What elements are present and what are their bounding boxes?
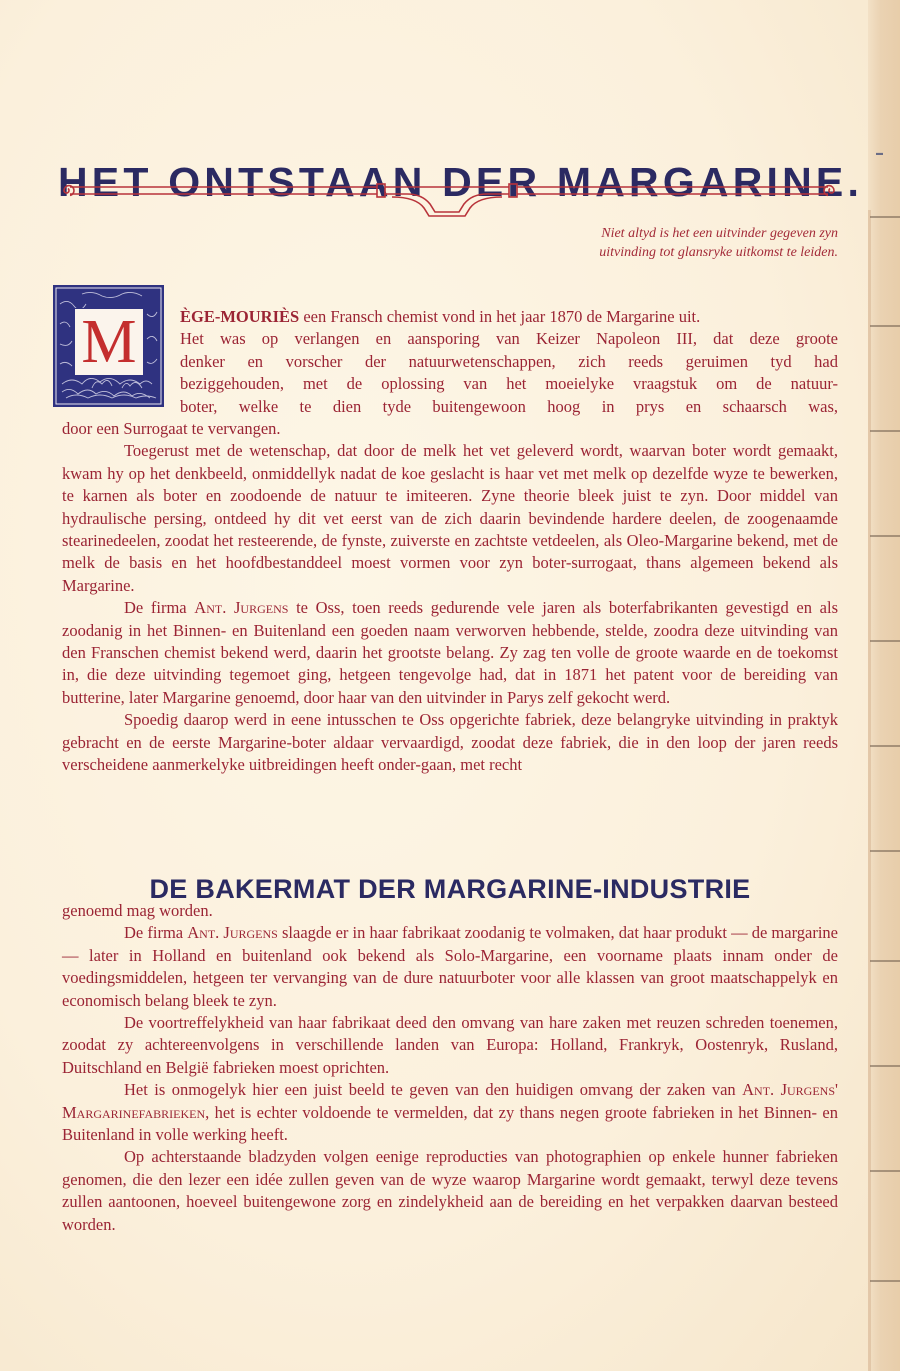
paragraph-text: te Oss, toen reeds gedurende vele jaren als boterfabrikanten gevestigd en als zoodanig in het Binnen- en Buitenland een goeden naam verworven hebbende, stelde, zoodra deze uitvinding van den Franschen chemist bekend werd, daarin het grootste belang. Zy zag ten volle de groote waarde en de toekomst in, die deze uitvinding tegemoet ging, hetgeen tengevolge had, dat in 1871 het patent voor de bereiding van butterine, later Margarine genoemd, door haar van den uitvinder in Parys zelf gekocht werd. xyxy=(62,598,838,707)
drop-cap-letter: M xyxy=(74,308,144,376)
drop-cap-initial xyxy=(52,284,165,408)
intro-paragraph xyxy=(180,306,838,418)
paragraph xyxy=(62,922,838,1012)
page-edge-stack xyxy=(868,0,900,1371)
paragraph xyxy=(62,1012,838,1079)
page-edge-line xyxy=(870,535,900,537)
page-edge-spine xyxy=(868,210,871,1371)
paragraph-text: slaagde er in haar fabrikaat zoodanig te volmaken, dat haar produkt — de margarine — later in Holland en buitenland ook bekend als Solo-Margarine, een voorname plaats innam onder de voedingsmiddelen, hetgeen ter vervanging van de dure natuurboter voor alle klassen van groot maatschappelyk en economisch belang bleek te zyn. xyxy=(62,923,838,1010)
page-edge-line xyxy=(870,745,900,747)
section-heading: DE BAKERMAT DER MARGARINE-INDUSTRIE xyxy=(149,874,751,905)
paragraph-text: , het is echter voldoende te vermelden, dat zy thans negen groote fabrieken in het Binnen- en Buitenland in volle werking heeft. xyxy=(62,1102,838,1145)
intro-line: beziggehouden, met de oplossing van het moeielyke vraagstuk om de natuur- xyxy=(180,374,838,394)
paragraph xyxy=(62,1079,838,1146)
subheading-continuation: genoemd mag worden. xyxy=(62,901,213,920)
paragraph xyxy=(62,597,838,709)
paragraph-text: Het is onmogelyk hier een juist beeld te geven van den huidigen omvang der zaken van xyxy=(124,1080,743,1100)
paragraph xyxy=(62,1146,838,1236)
intro-line: boter, welke te dien tyde buitengewoon hoog in prys en schaarsch was, xyxy=(180,396,838,416)
intro-lead-name: ÈGE-MOURIÈS xyxy=(180,307,300,326)
paragraph-text: De voortreffelykheid van haar fabrikaat deed den omvang van hare zaken met reuzen schreden toenemen, zoodat zy achtereenvolgens in verschillende landen van Europa: Holland, Frankryk, Oostenryk, Rusland, Duitschland en België fabrieken moest oprichten. xyxy=(62,1013,838,1077)
body-section-2 xyxy=(62,900,838,1236)
motto-line: Niet altyd is het een uitvinder gegeven zyn xyxy=(601,226,838,241)
page-edge-line xyxy=(870,216,900,218)
page-edge-line xyxy=(870,1170,900,1172)
intro-line: Het was op verlangen en aansporing van Keizer Napoleon III, dat deze groote xyxy=(180,329,838,349)
page-edge-line xyxy=(870,850,900,852)
motto-epigraph xyxy=(520,224,838,262)
motto-line: uitvinding tot glansryke uitkomst te leiden. xyxy=(599,245,838,260)
section-1-paragraphs xyxy=(62,440,838,776)
paragraph-text: De firma xyxy=(124,598,195,618)
page-edge-line xyxy=(870,960,900,962)
page-edge-line xyxy=(870,325,900,327)
paragraph xyxy=(62,440,838,597)
company-name: Ant. Jurgens' Margarinefabrieken xyxy=(62,1080,838,1122)
company-name: Ant. Jurgens xyxy=(194,598,289,618)
tab-marker-icon: ▬ xyxy=(876,150,883,157)
page-title: HET ONTSTAAN DER MARGARINE. xyxy=(58,159,864,206)
intro-continuation: door een Surrogaat te vervangen. xyxy=(62,419,281,438)
paragraph-text: De firma xyxy=(124,923,188,943)
paragraph-text: Toegerust met de wetenschap, dat door de melk het vet geleverd wordt, waarvan boter wordt gemaakt, kwam hy op het denkbeeld, onmiddellyk nadat de koe geslacht is haar vet met melk op dezelfde wyze te bewerken, te karnen als boter en zoodoende de natuur te imiteeren. Zyne theorie bleek juist te zyn. Door middel van hydraulische persing, ontdeed hy dit vet eerst van de zich daarin bevindende hardere deelen, de zoogenaamde stearinedeelen, zoodat het resteerende, de fynste, zuiverste en zachtste vetdeelen, als Oleo-Margarine bekend, met de melk de basis en het hoofdbestanddeel moest vormen voor zyn boter-surrogaat, thans algemeen bekend als Margarine. xyxy=(62,441,838,595)
intro-line: denker en vorscher der natuurwetenschappen, zich reeds geruimen tyd had xyxy=(180,351,838,371)
company-name: Ant. Jurgens xyxy=(187,923,278,943)
ornamental-divider xyxy=(52,176,842,218)
paragraph-text: Op achterstaande bladzyden volgen eenige reproducties van photographien op enkele hunner fabrieken genomen, die den lezer een idée zullen geven van de wyze waarop Margarine wordt gemaakt, terwyl deze tevens zullen aantoonen, hoeveel buitengewone zorg en zindelykheid aan de bereiding en het verpakken daarvan besteed worden. xyxy=(62,1147,838,1234)
intro-line-text: een Fransch chemist vond in het jaar 1870 de Margarine uit. xyxy=(299,307,701,326)
page-edge-line xyxy=(870,1280,900,1282)
intro-line xyxy=(180,306,838,328)
body-section-1 xyxy=(62,418,838,777)
page-edge-line xyxy=(870,640,900,642)
paragraph xyxy=(62,709,838,776)
section-2-paragraphs xyxy=(62,922,838,1236)
page-edge-line xyxy=(870,430,900,432)
page-edge-line xyxy=(870,1065,900,1067)
paragraph-text: Spoedig daarop werd in eene intusschen te Oss opgerichte fabriek, deze belangryke uitvinding in praktyk gebracht en de eerste Margarine-boter aldaar vervaardigd, zoodat deze fabriek, die in den loop der jaren reeds verscheidene aanmerkelyke uitbreidingen heeft onder-gaan, met recht xyxy=(62,710,838,775)
